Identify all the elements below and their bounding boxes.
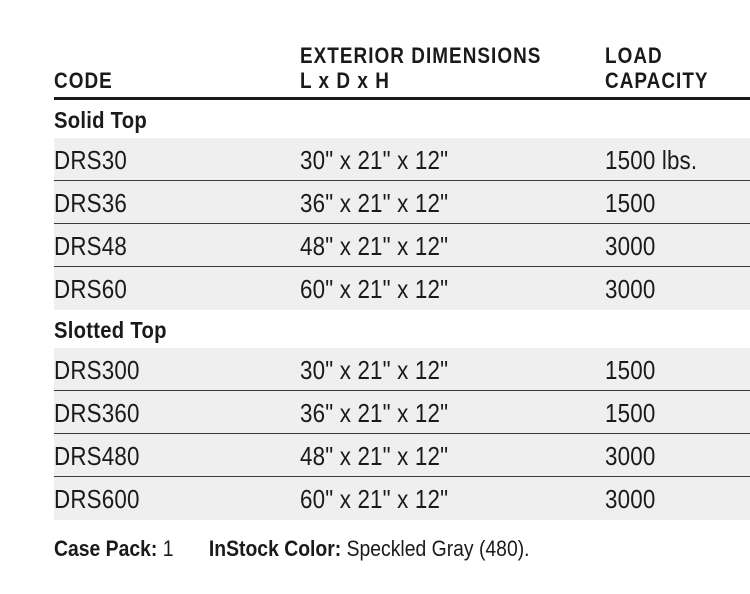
- instock-color-label: InStock Color:: [208, 536, 342, 561]
- cell-load: 1500: [605, 398, 656, 428]
- table-row: [54, 477, 750, 520]
- cell-load: 3000: [605, 484, 656, 514]
- header-dimensions-line-2: L x D x H: [300, 68, 390, 93]
- group-title: Slotted Top: [54, 317, 167, 343]
- cell-code: DRS600: [54, 484, 140, 514]
- table-row: [54, 138, 750, 181]
- group-title: Solid Top: [54, 107, 148, 133]
- cell-code: DRS360: [54, 398, 140, 428]
- header-load-capacity: [605, 43, 709, 93]
- cell-load: 1500 lbs.: [605, 145, 698, 175]
- cell-dimensions: 30" x 21" x 12": [300, 355, 449, 385]
- header-load-line-2: CAPACITY: [605, 68, 709, 93]
- cell-load: 1500: [605, 355, 656, 385]
- cell-dimensions: 48" x 21" x 12": [300, 231, 449, 261]
- cell-code: DRS60: [54, 274, 127, 304]
- cell-load: 3000: [605, 441, 656, 471]
- cell-dimensions: 48" x 21" x 12": [300, 441, 449, 471]
- spec-table: [54, 0, 750, 520]
- group-slotted-top: [54, 310, 750, 520]
- header-code-line: CODE: [54, 68, 113, 93]
- instock-color-value: Speckled Gray (480).: [346, 536, 530, 561]
- cell-code: DRS300: [54, 355, 140, 385]
- cell-dimensions: 30" x 21" x 12": [300, 145, 449, 175]
- table-row: [54, 391, 750, 434]
- cell-dimensions: 36" x 21" x 12": [300, 188, 449, 218]
- footer-note: [54, 534, 530, 564]
- cell-dimensions: 36" x 21" x 12": [300, 398, 449, 428]
- cell-load: 3000: [605, 231, 656, 261]
- header-dimensions-line-1: EXTERIOR DIMENSIONS: [300, 43, 542, 68]
- cell-load: 1500: [605, 188, 656, 218]
- case-pack-value: 1: [162, 536, 174, 561]
- cell-load: 3000: [605, 274, 656, 304]
- table-row: [54, 224, 750, 267]
- cell-dimensions: 60" x 21" x 12": [300, 484, 449, 514]
- cell-code: DRS48: [54, 231, 127, 261]
- group-rows: [54, 348, 750, 520]
- table-row: [54, 181, 750, 224]
- cell-code: DRS36: [54, 188, 127, 218]
- header-load-line-1: LOAD: [605, 43, 663, 68]
- group-rows: [54, 138, 750, 310]
- table-row: [54, 267, 750, 310]
- cell-dimensions: 60" x 21" x 12": [300, 274, 449, 304]
- header-code: [54, 68, 113, 93]
- header-dimensions: [300, 43, 541, 93]
- case-pack-label: Case Pack:: [54, 536, 158, 561]
- table-header: [54, 0, 750, 100]
- cell-code: DRS480: [54, 441, 140, 471]
- group-solid-top: [54, 100, 750, 310]
- table-row: [54, 348, 750, 391]
- cell-code: DRS30: [54, 145, 127, 175]
- table-row: [54, 434, 750, 477]
